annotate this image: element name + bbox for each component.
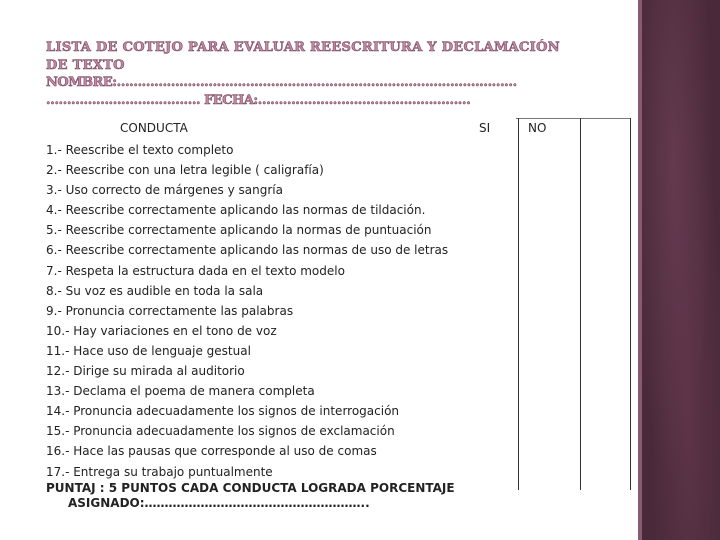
title-line-2: DE TEXTO xyxy=(46,57,125,73)
list-item: 9.- Pronuncia correctamente las palabras xyxy=(46,303,294,318)
conduct-list xyxy=(46,140,448,482)
list-item: 1.- Reescribe el texto completo xyxy=(46,143,234,157)
list-item: 4.- Reescribe correctamente aplicando las normas de tildación. xyxy=(46,203,426,218)
list-item: 11.- Hace uso de lenguaje gestual xyxy=(46,343,251,358)
list-item: 8.- Su voz es audible en toda la sala xyxy=(46,283,264,298)
list-item: 13.- Declama el poema de manera completa xyxy=(46,384,315,399)
list-item: 10.- Hay variaciones en el tono de voz xyxy=(46,323,277,338)
table-right-border xyxy=(630,118,631,490)
decorative-side-bar xyxy=(642,0,720,540)
list-item: 12.- Dirige su mirada al auditorio xyxy=(46,364,245,379)
header-conducta: CONDUCTA xyxy=(120,121,188,135)
nombre-fecha-line xyxy=(46,92,626,110)
list-item: 2.- Reescribe con una letra legible ( caligrafía) xyxy=(46,163,324,178)
list-item: 14.- Pronuncia adecuadamente los signos de interrogación xyxy=(46,404,400,419)
footer-line-2: ASIGNADO:……………………………………………….. xyxy=(68,496,370,510)
list-item: 16.- Hace las pausas que corresponde al uso de comas xyxy=(46,444,377,459)
header-no: NO xyxy=(528,121,547,135)
list-item: 5.- Reescribe correctamente aplicando la normas de puntuación xyxy=(46,223,432,238)
list-item: 15.- Pronuncia adecuadamente los signos de exclamación xyxy=(46,424,395,439)
list-item: 7.- Respeta la estructura dada en el texto modelo xyxy=(46,263,345,278)
list-item: 17.- Entrega su trabajo puntualmente xyxy=(46,464,273,479)
footer-line-1: PUNTAJ : 5 PUNTOS CADA CONDUCTA LOGRADA PORCENTAJE xyxy=(46,481,455,495)
title-line-1: LISTA DE COTEJO PARA EVALUAR REESCRITURA Y DECLAMACIÓN xyxy=(46,40,560,55)
list-item: 6.- Reescribe correctamente aplicando las normas de uso de letras xyxy=(46,243,449,258)
no-column-border xyxy=(580,118,581,490)
scoring-footer xyxy=(46,481,455,511)
si-column-border xyxy=(518,118,519,490)
document-title xyxy=(46,39,626,109)
table-top-rule xyxy=(516,118,630,119)
nombre-field: NOMBRE:…………………………………………………………………………………… xyxy=(46,75,517,90)
fecha-field: FECHA:…………………………………………… xyxy=(204,92,471,108)
header-si: SI xyxy=(479,121,491,135)
nombre-continuation-dots: ………………………………. xyxy=(46,92,201,108)
list-item: 3.- Uso correcto de márgenes y sangría xyxy=(46,183,283,198)
